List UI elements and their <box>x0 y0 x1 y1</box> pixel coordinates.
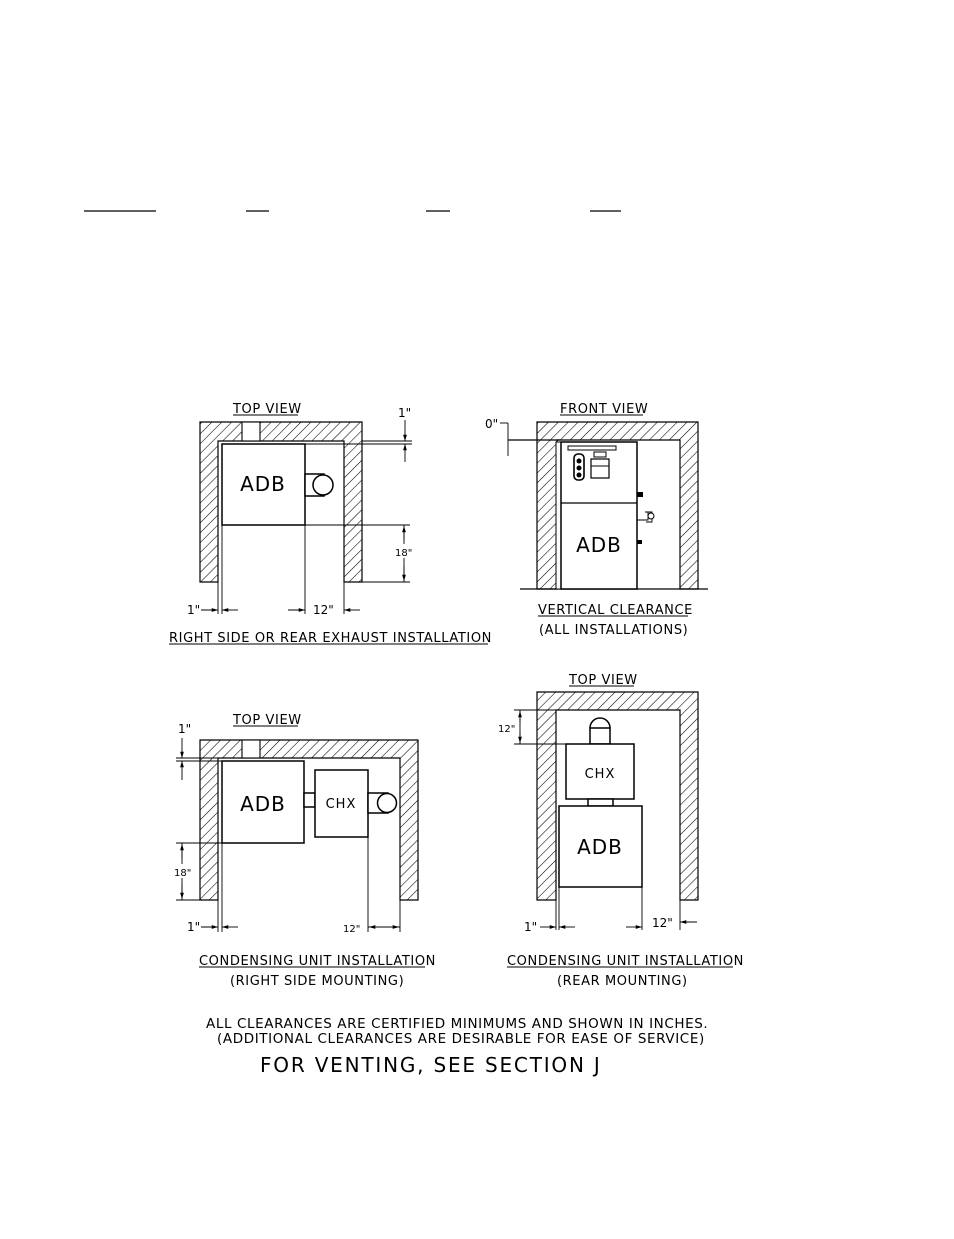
d2-adb-label: ADB <box>576 533 622 557</box>
d1-dim-top: 1" <box>398 406 412 420</box>
d3-dim-top: 1" <box>178 722 192 736</box>
d3-chx-label: CHX <box>325 797 357 812</box>
note-line1: ALL CLEARANCES ARE CERTIFIED MINIMUMS AND SHOWN IN INCHES. <box>206 1016 709 1032</box>
d4-dim-left: 1" <box>524 920 538 934</box>
d4-dim-top: 12" <box>498 724 516 735</box>
d4-caption-line2: (REAR MOUNTING) <box>557 974 688 989</box>
d2-knob <box>577 466 582 471</box>
d1-adb-label: ADB <box>240 472 286 496</box>
d4-adb-label: ADB <box>577 835 623 859</box>
d2-side-fitting <box>637 540 642 544</box>
d3-dim-left: 1" <box>187 920 201 934</box>
d1-caption: RIGHT SIDE OR REAR EXHAUST INSTALLATION <box>169 631 492 646</box>
note-line2: (ADDITIONAL CLEARANCES ARE DESIRABLE FOR EASE OF SERVICE) <box>217 1031 705 1047</box>
d2-top-vent <box>568 446 616 450</box>
d1-dim-side: 18" <box>395 548 413 559</box>
d4-caption-line1: CONDENSING UNIT INSTALLATION <box>507 954 744 969</box>
d3-connector <box>304 793 315 807</box>
notes <box>206 1016 708 1077</box>
d3-flue-slot <box>242 740 260 758</box>
d3-caption-line2: (RIGHT SIDE MOUNTING) <box>230 974 405 989</box>
d1-exhaust-circle <box>313 475 333 495</box>
diagram-condensing-right-side <box>172 713 436 989</box>
d2-indicator <box>594 452 606 457</box>
venting-note: FOR VENTING, SEE SECTION J <box>260 1053 602 1077</box>
d2-knob <box>577 473 582 478</box>
diagram-front-view <box>485 402 708 638</box>
diagram-condensing-rear <box>498 673 744 989</box>
d4-dim-right: 12" <box>652 916 673 930</box>
d2-side-fitting <box>637 492 643 497</box>
d2-caption-line1: VERTICAL CLEARANCE <box>538 603 693 618</box>
d2-view-label: FRONT VIEW <box>560 402 649 417</box>
diagram-right-side-rear-exhaust <box>169 402 492 646</box>
d2-dim-top: 0" <box>485 417 499 431</box>
d3-dim-side: 18" <box>174 868 192 879</box>
d4-chx-label: CHX <box>584 767 616 782</box>
d1-flue-slot <box>242 422 260 441</box>
d2-knob <box>577 459 582 464</box>
d2-gas-valve-knob <box>648 513 654 519</box>
d3-caption-line1: CONDENSING UNIT INSTALLATION <box>199 954 436 969</box>
d1-dim-right: 12" <box>313 603 334 617</box>
d3-exhaust-circle <box>378 794 397 813</box>
d3-adb-label: ADB <box>240 792 286 816</box>
d2-caption-line2: (ALL INSTALLATIONS) <box>539 623 689 638</box>
d1-dim-left: 1" <box>187 603 201 617</box>
d4-exhaust-pipe <box>590 728 610 744</box>
d3-view-label: TOP VIEW <box>233 713 302 728</box>
d2-control-display <box>591 459 609 478</box>
d4-view-label: TOP VIEW <box>569 673 638 688</box>
d4-connector <box>588 799 613 806</box>
d3-dim-right: 12" <box>343 924 361 935</box>
d1-view-label: TOP VIEW <box>233 402 302 417</box>
